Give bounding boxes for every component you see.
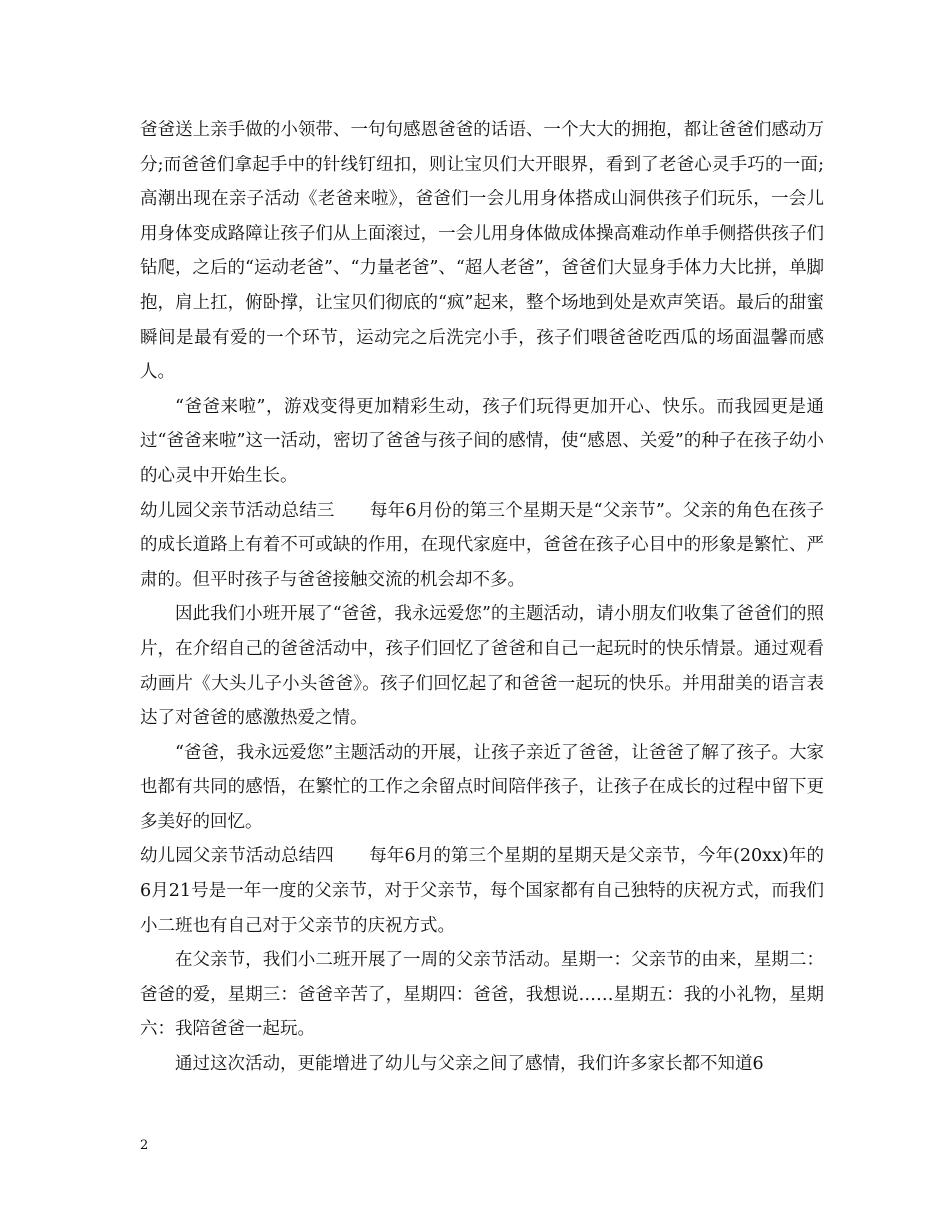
paragraph: 在父亲节，我们小二班开展了一周的父亲节活动。星期一：父亲节的由来，星期二：爸爸的爱，星期三：爸爸辛苦了，星期四：爸爸，我想说……星期五：我的小礼物，星期六：我陪爸爸一起玩。 <box>140 950 824 1040</box>
section-paragraph: 幼儿园父亲节活动总结四 每年6月的第三个星期的星期天是父亲节，今年(20xx)年的6月21号是一年一度的父亲节，对于父亲节，每个国家都有自己独特的庆祝方式，而我们小二班也有自己对于父亲节的庆祝方式。 <box>140 846 824 936</box>
page-number: 2 <box>140 1138 149 1153</box>
section-paragraph: 幼儿园父亲节活动总结三 每年6月份的第三个星期天是“父亲节”。父亲的角色在孩子的成长道路上有着不可或缺的作用，在现代家庭中，爸爸在孩子心目中的形象是繁忙、严肃的。但平时孩子与爸爸接触交流的机会却不多。 <box>140 500 824 590</box>
paragraph: 爸爸送上亲手做的小领带、一句句感恩爸爸的话语、一个大大的拥抱，都让爸爸们感动万分;而爸爸们拿起手中的针线钉纽扣，则让宝贝们大开眼界，看到了老爸心灵手巧的一面;高潮出现在亲子活动《老爸来啦》，爸爸们一会儿用身体搭成山洞供孩子们玩乐，一会儿用身体变成路障让孩子们从上面滚过，一会儿用身体做成体操高难动作单手侧搭供孩子们钻爬，之后的“运动老爸”、“力量老爸”、“超人老爸”，爸爸们大显身手体力大比拼，单脚抱，肩上扛，俯卧撑，让宝贝们彻底的“疯”起来，整个场地到处是欢声笑语。最后的甜蜜瞬间是最有爱的一个环节，运动完之后洗完小手，孩子们喂爸爸吃西瓜的场面温馨而感人。 <box>140 120 824 383</box>
paragraph: “爸爸来啦”，游戏变得更加精彩生动，孩子们玩得更加开心、快乐。而我园更是通过“爸爸来啦”这一活动，密切了爸爸与孩子间的感情，使“感恩、关爱”的种子在孩子幼小的心灵中开始生长。 <box>140 396 824 486</box>
paragraph: 通过这次活动，更能增进了幼儿与父亲之间了感情，我们许多家长都不知道6 <box>175 1054 764 1075</box>
document-body <box>140 113 824 1082</box>
paragraph: 因此我们小班开展了“爸爸，我永远爱您”的主题活动，请小朋友们收集了爸爸们的照片，在介绍自己的爸爸活动中，孩子们回忆了爸爸和自己一起玩时的快乐情景。通过观看动画片《大头儿子小头爸爸》。孩子们回忆起了和爸爸一起玩的快乐。并用甜美的语言表达了对爸爸的感激热爱之情。 <box>140 604 824 729</box>
paragraph: “爸爸，我永远爱您”主题活动的开展，让孩子亲近了爸爸，让爸爸了解了孩子。大家也都有共同的感悟，在繁忙的工作之余留点时间陪伴孩子，让孩子在成长的过程中留下更多美好的回忆。 <box>140 742 824 832</box>
